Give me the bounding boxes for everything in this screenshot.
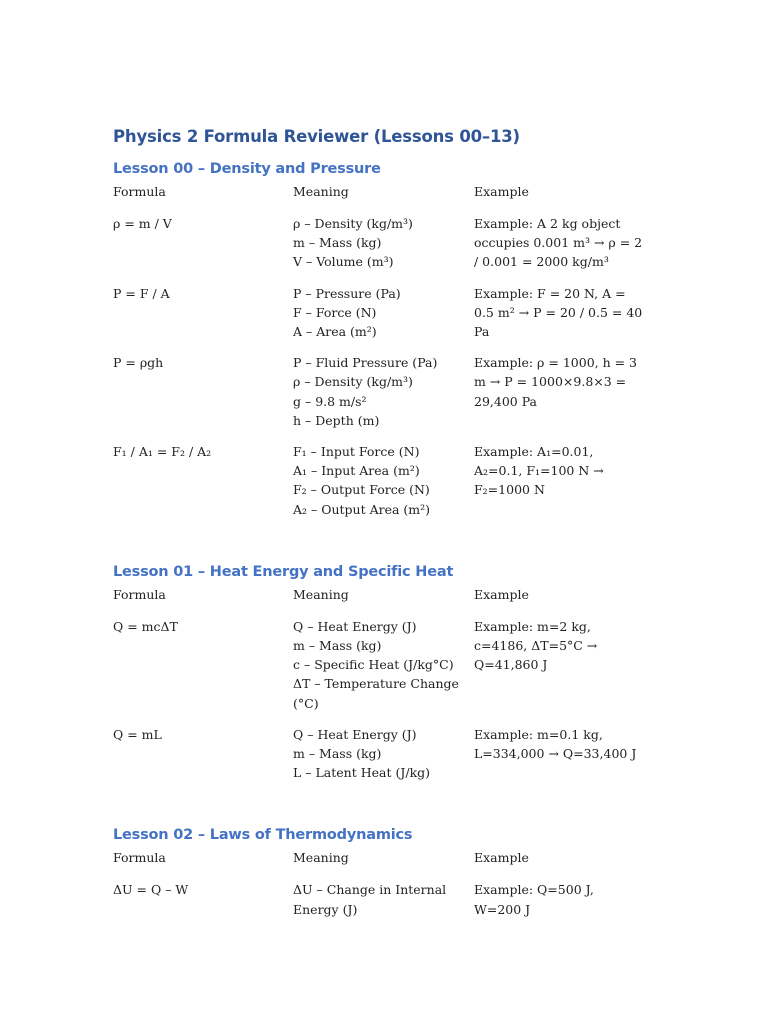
lesson-heading: Lesson 00 – Density and Pressure	[113, 161, 381, 177]
meaning-line: A₁ – Input Area (m²)	[293, 463, 420, 479]
formula-row	[113, 442, 673, 519]
meaning-line: F – Force (N)	[293, 304, 377, 320]
formula-column-header: Formula	[113, 586, 166, 602]
meaning-column-header: Meaning	[293, 586, 349, 602]
lesson-heading: Lesson 02 – Laws of Thermodynamics	[113, 827, 413, 844]
meaning-line: F₂ – Output Force (N)	[293, 482, 430, 498]
meaning-line: A – Area (m²)	[293, 324, 377, 340]
example: Example: F = 20 N, A = 0.5 m² → P = 20 / 0.5 = 40 Pa	[474, 285, 643, 340]
meaning-line: A₂ – Output Area (m²)	[293, 501, 431, 517]
meaning-line: P – Pressure (Pa)	[293, 285, 401, 301]
meaning	[293, 353, 474, 430]
formula-column-header: Formula	[113, 850, 166, 866]
formula-row	[113, 617, 673, 713]
example-column-header: Example	[474, 184, 529, 199]
formula: F₁ / A₁ = F₂ / A₂	[113, 444, 212, 460]
formula-row	[113, 353, 673, 430]
formula-row	[113, 880, 673, 918]
example: Example: A 2 kg object occupies 0.001 m³ → ρ = 2 / 0.001 = 2000 kg/m³	[474, 216, 643, 270]
lesson-heading: Lesson 01 – Heat Energy and Specific Heat	[113, 563, 454, 580]
lesson-02-section	[113, 822, 673, 918]
formula: Q = mcΔT	[113, 618, 178, 634]
example-column-header: Example	[474, 850, 529, 866]
formula-row	[113, 214, 673, 272]
formula: ρ = m / V	[113, 216, 172, 231]
meaning-column-header: Meaning	[293, 184, 349, 199]
meaning	[293, 725, 474, 783]
meaning	[293, 880, 474, 918]
formula-column-header: Formula	[113, 184, 166, 199]
formula: Q = mL	[113, 726, 162, 742]
meaning	[293, 617, 474, 713]
meaning-line: g – 9.8 m/s²	[293, 393, 367, 409]
column-header-row	[113, 848, 673, 867]
meaning-line: ρ – Density (kg/m³)	[293, 374, 413, 390]
formula: P = F / A	[113, 285, 170, 301]
meaning-line: m – Mass (kg)	[293, 235, 382, 251]
meaning-line: P – Fluid Pressure (Pa)	[293, 355, 438, 371]
column-header-row	[113, 182, 673, 201]
meaning-line: L – Latent Heat (J/kg)	[293, 765, 431, 781]
meaning-line: ΔU – Change in Internal Energy (J)	[293, 882, 447, 917]
meaning	[293, 284, 474, 342]
example: Example: A₁=0.01, A₂=0.1, F₁=100 N → F₂=1000 N	[474, 444, 604, 498]
formula-row	[113, 725, 673, 783]
formula: ΔU = Q – W	[113, 882, 189, 898]
document-page	[113, 120, 673, 931]
meaning-line: c – Specific Heat (J/kg°C)	[293, 657, 454, 673]
meaning	[293, 214, 474, 272]
meaning-line: Q – Heat Energy (J)	[293, 726, 417, 742]
lesson-00-section	[113, 156, 673, 519]
example: Example: m=0.1 kg, L=334,000 → Q=33,400 J	[474, 726, 637, 762]
meaning-line: ΔT – Temperature Change (°C)	[293, 676, 459, 711]
example: Example: m=2 kg, c=4186, ΔT=5°C → Q=41,860 J	[474, 618, 598, 673]
formula: P = ρgh	[113, 355, 164, 371]
example: Example: ρ = 1000, h = 3 m → P = 1000×9.8×3 = 29,400 Pa	[474, 355, 638, 409]
meaning-line: h – Depth (m)	[293, 412, 380, 428]
meaning-line: ρ – Density (kg/m³)	[293, 216, 413, 231]
meaning-line: V – Volume (m³)	[293, 254, 394, 270]
example-column-header: Example	[474, 586, 529, 602]
meaning-column-header: Meaning	[293, 850, 349, 866]
lesson-01-section	[113, 559, 673, 783]
meaning-line: m – Mass (kg)	[293, 746, 382, 762]
meaning-line: m – Mass (kg)	[293, 638, 382, 654]
formula-row	[113, 284, 673, 342]
document-title: Physics 2 Formula Reviewer (Lessons 00–13)	[113, 127, 520, 146]
meaning-line: F₁ – Input Force (N)	[293, 444, 420, 460]
meaning-line: Q – Heat Energy (J)	[293, 618, 417, 634]
example: Example: Q=500 J, W=200 J	[474, 882, 594, 917]
meaning	[293, 442, 474, 519]
column-header-row	[113, 585, 673, 604]
